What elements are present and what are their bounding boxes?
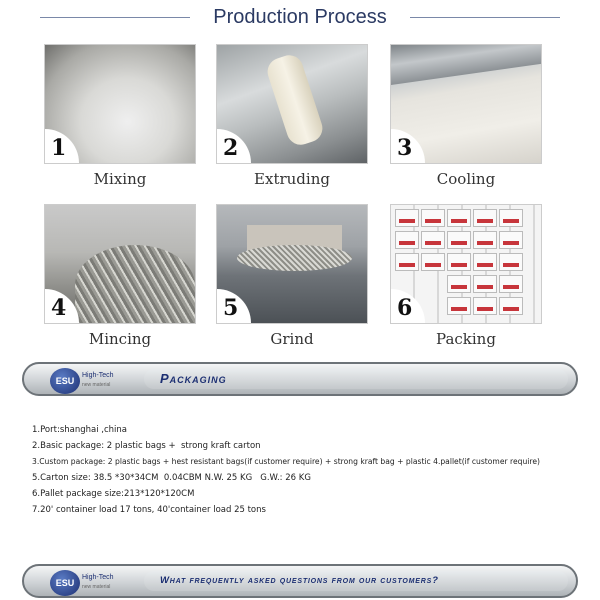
logo-mark: ESU (50, 570, 80, 596)
cooling-drum-photo (390, 44, 542, 164)
list-item: 3.Custom package: 2 plastic bags + hest resistant bags(if customer require) + strong kraft bag + plastic 4.pallet(if customer require) (32, 457, 540, 466)
packaging-banner (22, 362, 578, 396)
list-item: 5.Carton size: 38.5 *30*34CM 0.04CBM N.W. 25 KG G.W.: 26 KG (32, 473, 311, 483)
carton (447, 231, 471, 249)
extruded-material (264, 52, 326, 149)
divider (40, 17, 190, 18)
section-title: What frequently asked questions from our customers? (160, 575, 439, 586)
divider (410, 17, 560, 18)
step-label: Grind (270, 330, 314, 348)
carton (499, 231, 523, 249)
step-number: 6 (391, 289, 425, 323)
carton (473, 253, 497, 271)
list-item: 7.20' container load 17 tons, 40'container load 25 tons (32, 505, 266, 515)
carton (473, 297, 497, 315)
cooling-roller (391, 44, 542, 85)
carton (473, 231, 497, 249)
step-label: Packing (436, 330, 496, 348)
step-label: Extruding (254, 170, 330, 188)
carton (421, 209, 445, 227)
company-logo (46, 368, 142, 394)
grinder-photo (216, 204, 368, 324)
step-label: Cooling (436, 170, 496, 188)
carton (473, 275, 497, 293)
step-number: 5 (217, 289, 251, 323)
step-label: Mincing (88, 330, 152, 348)
list-item: 6.Pallet package size:213*120*120CM (32, 489, 195, 499)
company-logo (46, 570, 142, 596)
process-step-extruding (216, 44, 368, 188)
carton (395, 231, 419, 249)
logo-subtitle: new material (82, 584, 111, 590)
faq-banner (22, 564, 578, 598)
section-header-production (40, 6, 560, 28)
ground-material (237, 245, 352, 271)
extruder-photo (216, 44, 368, 164)
logo-subtitle: new material (82, 382, 111, 388)
step-number: 3 (391, 129, 425, 163)
carton (395, 209, 419, 227)
step-number: 2 (217, 129, 251, 163)
stacked-cartons-photo (390, 204, 542, 324)
list-item: 2.Basic package: 2 plastic bags + strong kraft carton (32, 441, 261, 451)
step-number: 4 (45, 289, 79, 323)
section-title: Packaging (160, 371, 227, 386)
logo-name: High-Tech (82, 574, 114, 581)
packaging-details-list (32, 422, 582, 518)
carton (395, 253, 419, 271)
carton (447, 297, 471, 315)
process-step-mixing (44, 44, 196, 188)
carton (499, 297, 523, 315)
carton (499, 209, 523, 227)
carton (447, 253, 471, 271)
step-number: 1 (45, 129, 79, 163)
list-item: 1.Port:shanghai ,china (32, 425, 128, 435)
process-step-mincing (44, 204, 196, 348)
powder-in-mixer-photo (44, 44, 196, 164)
logo-mark: ESU (50, 368, 80, 394)
step-label: Mixing (93, 170, 147, 188)
logo-name: High-Tech (82, 372, 114, 379)
carton (421, 253, 445, 271)
carton (499, 275, 523, 293)
carton (499, 253, 523, 271)
carton (421, 231, 445, 249)
carton (447, 209, 471, 227)
pellets-photo (44, 204, 196, 324)
pellet-pile (75, 245, 195, 324)
carton (473, 209, 497, 227)
process-step-cooling (390, 44, 542, 188)
carton (447, 275, 471, 293)
page-title: Production Process (213, 6, 387, 28)
process-step-packing (390, 204, 542, 348)
process-step-grind (216, 204, 368, 348)
